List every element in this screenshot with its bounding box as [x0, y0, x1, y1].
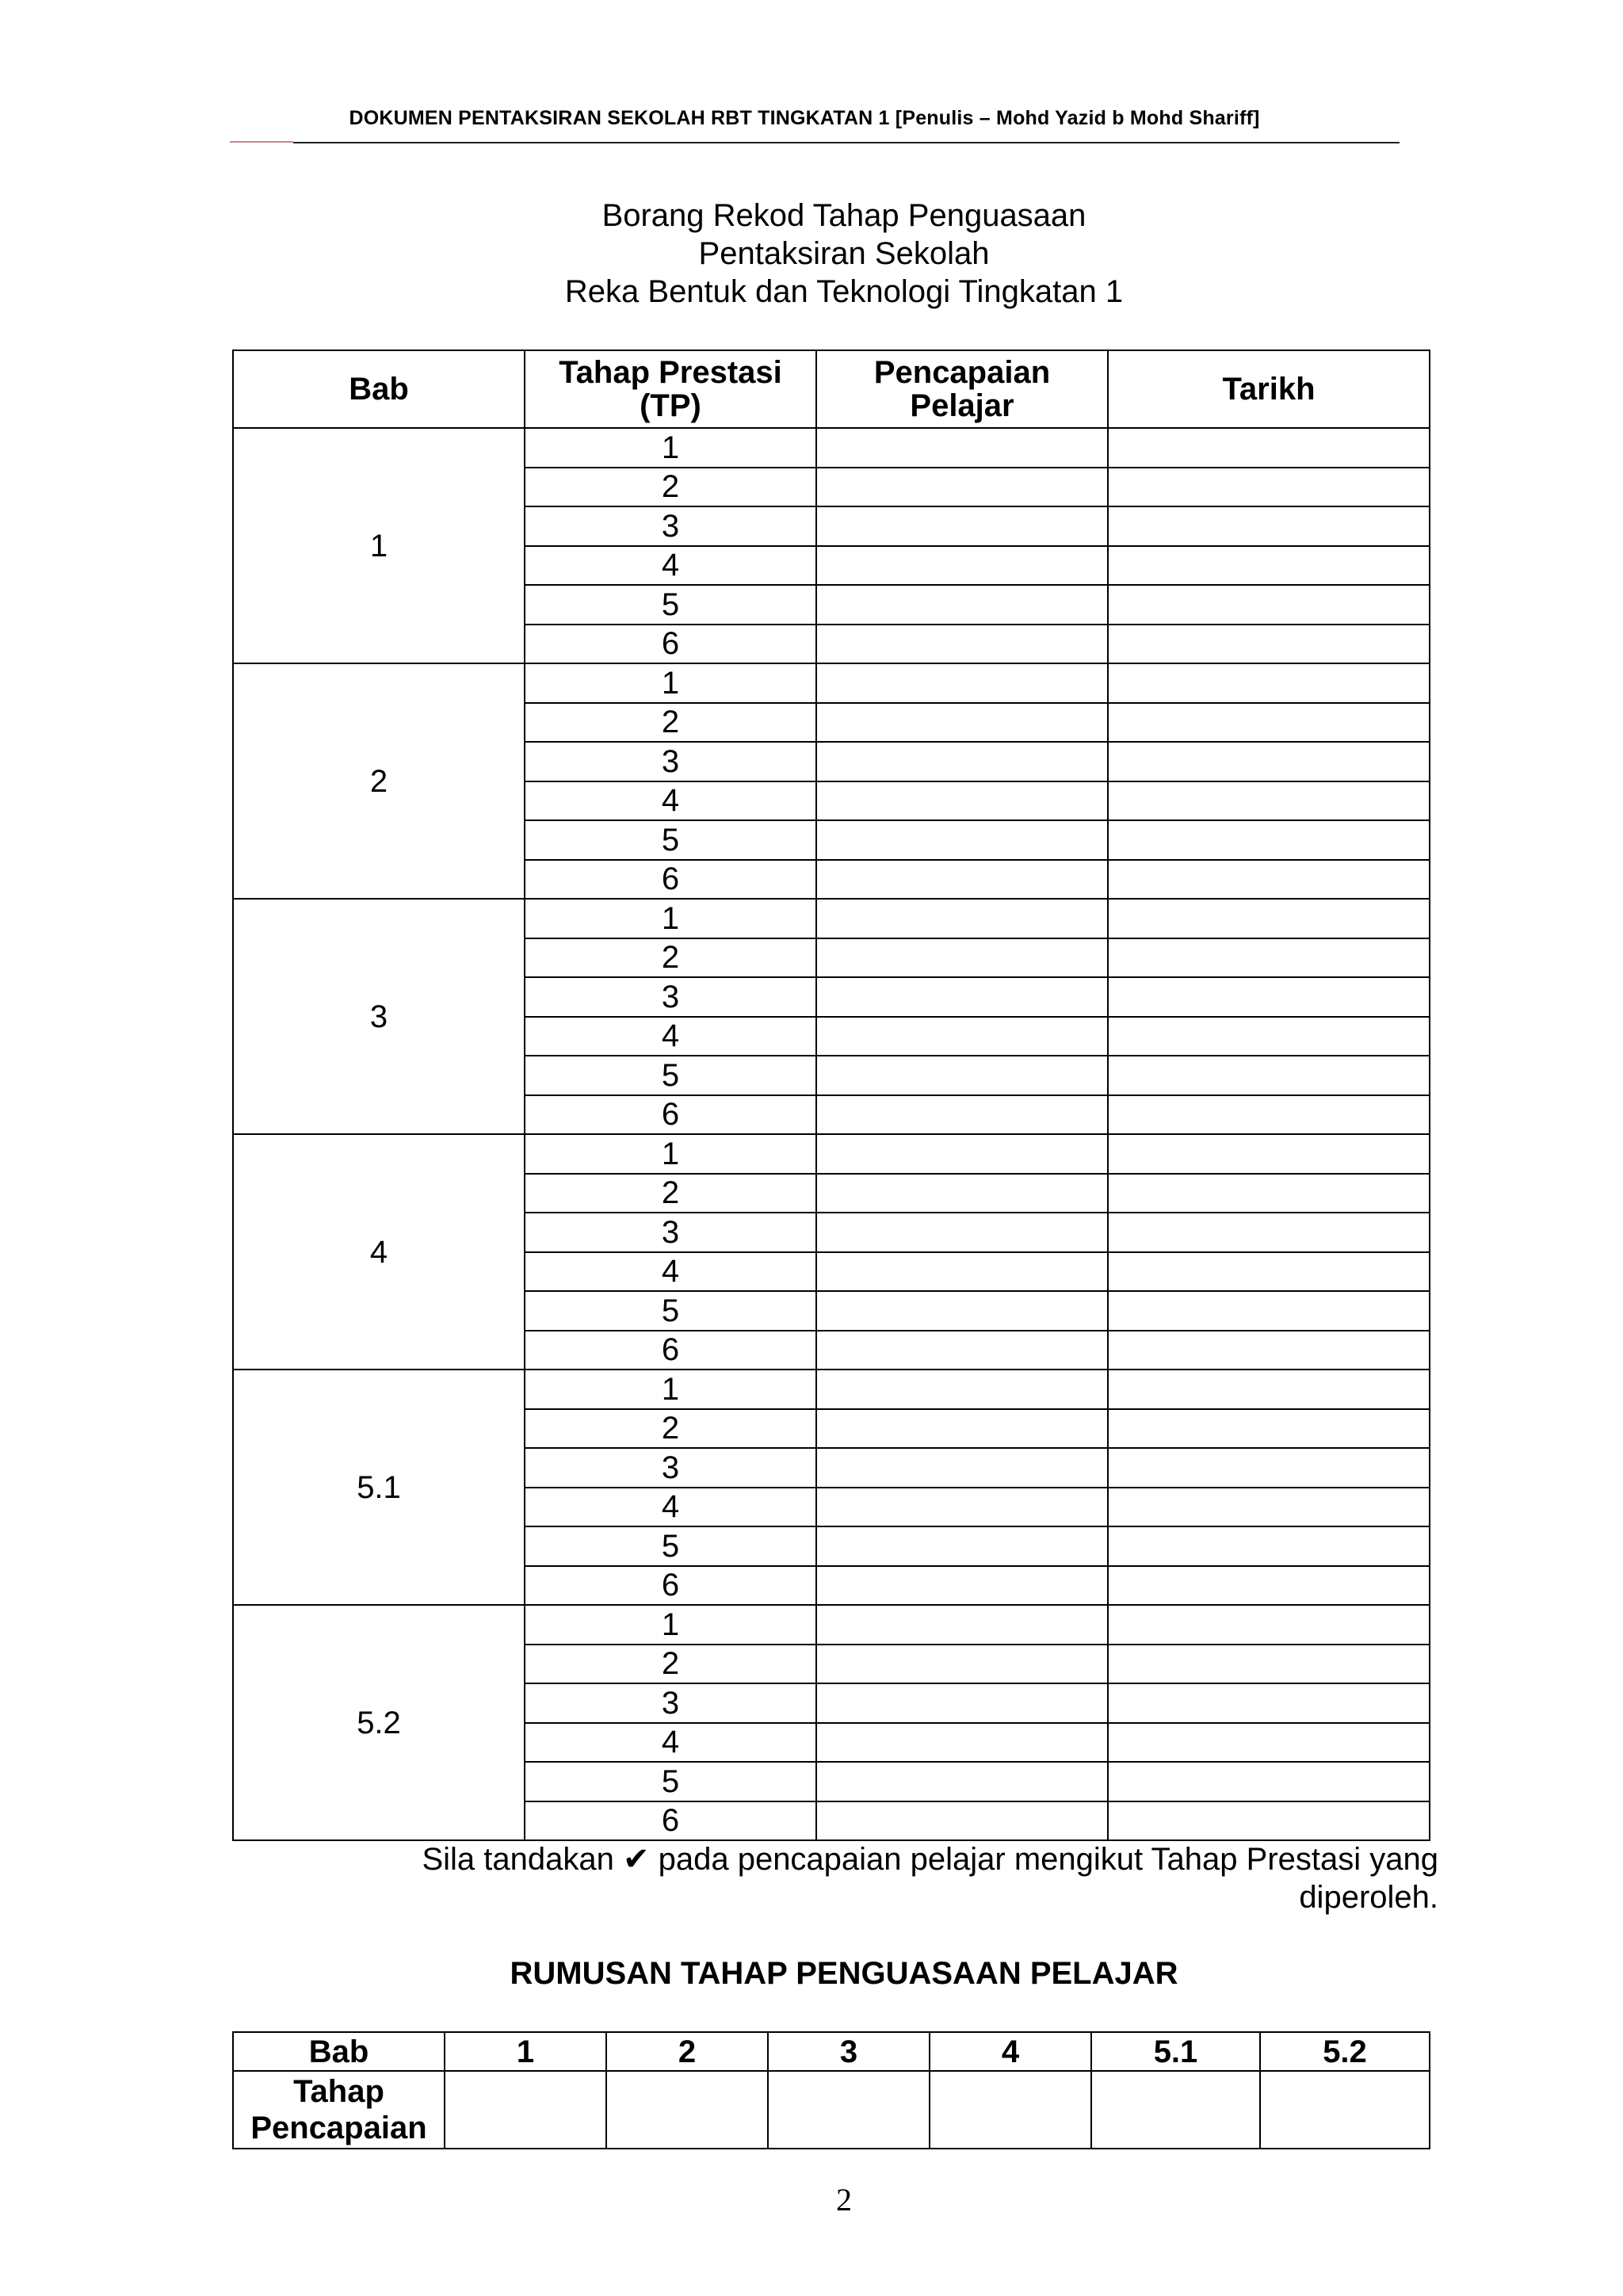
tahap-prestasi-cell: 4 — [525, 1723, 816, 1763]
summary-value-cell[interactable] — [930, 2071, 1091, 2149]
tarikh-cell[interactable] — [1108, 1017, 1430, 1056]
pencapaian-cell[interactable] — [816, 1566, 1108, 1606]
form-title — [230, 197, 1458, 311]
tarikh-cell[interactable] — [1108, 977, 1430, 1017]
record-table — [232, 350, 1430, 1841]
tahap-prestasi-cell: 1 — [525, 899, 816, 938]
pencapaian-cell[interactable] — [816, 1605, 1108, 1645]
summary-label-tahap-pencapaian — [233, 2071, 445, 2149]
tahap-prestasi-cell: 6 — [525, 1331, 816, 1370]
pencapaian-cell[interactable] — [816, 899, 1108, 938]
tarikh-cell[interactable] — [1108, 1095, 1430, 1135]
pencapaian-cell[interactable] — [816, 1488, 1108, 1527]
tahap-prestasi-cell: 5 — [525, 1291, 816, 1331]
tarikh-cell[interactable] — [1108, 1448, 1430, 1488]
tahap-prestasi-cell: 2 — [525, 1174, 816, 1213]
tahap-prestasi-cell: 6 — [525, 1566, 816, 1606]
tahap-prestasi-cell: 2 — [525, 938, 816, 978]
tarikh-cell[interactable] — [1108, 625, 1430, 664]
tahap-prestasi-cell: 6 — [525, 1095, 816, 1135]
tarikh-cell[interactable] — [1108, 1605, 1430, 1645]
tarikh-cell[interactable] — [1108, 1566, 1430, 1606]
pencapaian-cell[interactable] — [816, 625, 1108, 664]
summary-label-line-2: Pencapaian — [250, 2111, 427, 2145]
tahap-prestasi-cell: 6 — [525, 625, 816, 664]
table-row — [233, 428, 1430, 468]
summary-bab-column: 5.1 — [1091, 2032, 1260, 2071]
tahap-prestasi-cell: 3 — [525, 977, 816, 1017]
bab-cell: 5.2 — [233, 1605, 525, 1840]
header-pencapaian-pelajar — [816, 350, 1108, 428]
tahap-prestasi-cell: 5 — [525, 1762, 816, 1801]
summary-value-cell[interactable] — [445, 2071, 606, 2149]
tarikh-cell[interactable] — [1108, 1762, 1430, 1801]
tahap-prestasi-cell: 2 — [525, 1645, 816, 1684]
table-row — [233, 1605, 1430, 1645]
pencapaian-cell[interactable] — [816, 1095, 1108, 1135]
tarikh-cell[interactable] — [1108, 1488, 1430, 1527]
tahap-prestasi-cell: 3 — [525, 1683, 816, 1723]
pencapaian-cell[interactable] — [816, 1017, 1108, 1056]
tahap-prestasi-cell: 3 — [525, 1213, 816, 1252]
tarikh-cell[interactable] — [1108, 1056, 1430, 1095]
summary-table — [232, 2031, 1430, 2149]
pencapaian-cell[interactable] — [816, 1134, 1108, 1174]
pencapaian-cell[interactable] — [816, 977, 1108, 1017]
tahap-prestasi-cell: 5 — [525, 820, 816, 860]
pencapaian-cell[interactable] — [816, 1762, 1108, 1801]
pencapaian-cell[interactable] — [816, 1645, 1108, 1684]
summary-label-line-1: Tahap — [293, 2074, 384, 2109]
header-pencapaian-line-1: Pencapaian — [873, 355, 1051, 390]
pencapaian-cell[interactable] — [816, 1291, 1108, 1331]
tahap-prestasi-cell: 3 — [525, 742, 816, 781]
pencapaian-cell[interactable] — [816, 468, 1108, 507]
table-row — [233, 1134, 1430, 1174]
tahap-prestasi-cell: 1 — [525, 1134, 816, 1174]
summary-bab-column: 4 — [930, 2032, 1091, 2071]
summary-bab-column: 2 — [606, 2032, 768, 2071]
header-rule-accent — [230, 141, 293, 143]
tarikh-cell[interactable] — [1108, 1134, 1430, 1174]
pencapaian-cell[interactable] — [816, 1213, 1108, 1252]
page-number: 2 — [836, 2182, 852, 2218]
tahap-prestasi-cell: 2 — [525, 468, 816, 507]
tarikh-cell[interactable] — [1108, 585, 1430, 625]
tahap-prestasi-cell: 1 — [525, 428, 816, 468]
tahap-prestasi-cell: 1 — [525, 1370, 816, 1409]
record-table-body — [233, 428, 1430, 1840]
tarikh-cell[interactable] — [1108, 742, 1430, 781]
pencapaian-cell[interactable] — [816, 781, 1108, 821]
pencapaian-cell[interactable] — [816, 1526, 1108, 1566]
tarikh-cell[interactable] — [1108, 428, 1430, 468]
tahap-prestasi-cell: 5 — [525, 1056, 816, 1095]
pencapaian-cell[interactable] — [816, 742, 1108, 781]
tarikh-cell[interactable] — [1108, 1252, 1430, 1292]
tahap-prestasi-cell: 3 — [525, 1448, 816, 1488]
summary-bab-column: 3 — [768, 2032, 930, 2071]
tarikh-cell[interactable] — [1108, 703, 1430, 743]
header-pencapaian-line-2: Pelajar — [910, 388, 1014, 423]
pencapaian-cell[interactable] — [816, 820, 1108, 860]
header-bab: Bab — [233, 350, 525, 428]
pencapaian-cell[interactable] — [816, 585, 1108, 625]
instruction-note — [333, 1840, 1438, 1916]
tarikh-cell[interactable] — [1108, 506, 1430, 546]
pencapaian-cell[interactable] — [816, 1723, 1108, 1763]
bab-cell: 3 — [233, 899, 525, 1134]
pencapaian-cell[interactable] — [816, 506, 1108, 546]
pencapaian-cell[interactable] — [816, 1174, 1108, 1213]
tahap-prestasi-cell: 4 — [525, 1488, 816, 1527]
pencapaian-cell[interactable] — [816, 938, 1108, 978]
tarikh-cell[interactable] — [1108, 468, 1430, 507]
tahap-prestasi-cell: 4 — [525, 781, 816, 821]
tarikh-cell[interactable] — [1108, 1213, 1430, 1252]
summary-row-tahap-pencapaian — [233, 2071, 1430, 2149]
tahap-prestasi-cell: 4 — [525, 1017, 816, 1056]
bab-cell: 1 — [233, 428, 525, 663]
header-tahap-prestasi-line-2: (TP) — [640, 388, 701, 423]
tahap-prestasi-cell: 5 — [525, 1526, 816, 1566]
tahap-prestasi-cell: 4 — [525, 1252, 816, 1292]
summary-value-cell[interactable] — [1260, 2071, 1430, 2149]
tarikh-cell[interactable] — [1108, 1331, 1430, 1370]
summary-value-cell[interactable] — [1091, 2071, 1260, 2149]
pencapaian-cell[interactable] — [816, 1056, 1108, 1095]
pencapaian-cell[interactable] — [816, 1409, 1108, 1449]
tahap-prestasi-cell: 1 — [525, 663, 816, 703]
summary-value-cell[interactable] — [768, 2071, 930, 2149]
form-title-line-1: Borang Rekod Tahap Penguasaan — [601, 198, 1086, 233]
tarikh-cell[interactable] — [1108, 1174, 1430, 1213]
bab-cell: 5.1 — [233, 1370, 525, 1605]
bab-cell: 4 — [233, 1134, 525, 1370]
tarikh-cell[interactable] — [1108, 663, 1430, 703]
tarikh-cell[interactable] — [1108, 820, 1430, 860]
table-row — [233, 1370, 1430, 1409]
instruction-line-1: Sila tandakan ✔ pada pencapaian pelajar mengikut Tahap Prestasi yang — [422, 1842, 1438, 1877]
header-tahap-prestasi — [525, 350, 816, 428]
summary-label-bab: Bab — [233, 2032, 445, 2071]
form-title-line-3: Reka Bentuk dan Teknologi Tingkatan 1 — [564, 274, 1124, 309]
tahap-prestasi-cell: 4 — [525, 546, 816, 586]
tarikh-cell[interactable] — [1108, 1723, 1430, 1763]
tarikh-cell[interactable] — [1108, 781, 1430, 821]
table-row — [233, 663, 1430, 703]
pencapaian-cell[interactable] — [816, 1683, 1108, 1723]
pencapaian-cell[interactable] — [816, 663, 1108, 703]
header-tarikh: Tarikh — [1108, 350, 1430, 428]
header-rule — [293, 142, 1400, 143]
tarikh-cell[interactable] — [1108, 899, 1430, 938]
pencapaian-cell[interactable] — [816, 428, 1108, 468]
tarikh-cell[interactable] — [1108, 1645, 1430, 1684]
bab-cell: 2 — [233, 663, 525, 899]
table-row — [233, 899, 1430, 938]
tarikh-cell[interactable] — [1108, 1370, 1430, 1409]
tarikh-cell[interactable] — [1108, 938, 1430, 978]
summary-bab-column: 5.2 — [1260, 2032, 1430, 2071]
tarikh-cell[interactable] — [1108, 1801, 1430, 1841]
tarikh-cell[interactable] — [1108, 1409, 1430, 1449]
summary-value-cell[interactable] — [606, 2071, 768, 2149]
tarikh-cell[interactable] — [1108, 860, 1430, 900]
summary-title: RUMUSAN TAHAP PENGUASAAN PELAJAR — [510, 1956, 1178, 1991]
pencapaian-cell[interactable] — [816, 1252, 1108, 1292]
tahap-prestasi-cell: 6 — [525, 860, 816, 900]
pencapaian-cell[interactable] — [816, 1448, 1108, 1488]
pencapaian-cell[interactable] — [816, 860, 1108, 900]
record-table-header-row — [233, 350, 1430, 428]
instruction-line-2: diperoleh. — [1299, 1880, 1438, 1915]
tahap-prestasi-cell: 2 — [525, 1409, 816, 1449]
pencapaian-cell[interactable] — [816, 546, 1108, 586]
pencapaian-cell[interactable] — [816, 1801, 1108, 1841]
form-title-line-2: Pentaksiran Sekolah — [698, 236, 990, 271]
pencapaian-cell[interactable] — [816, 1331, 1108, 1370]
summary-row-bab — [233, 2032, 1430, 2071]
summary-bab-column: 1 — [445, 2032, 606, 2071]
tahap-prestasi-cell: 3 — [525, 506, 816, 546]
pencapaian-cell[interactable] — [816, 703, 1108, 743]
pencapaian-cell[interactable] — [816, 1370, 1108, 1409]
tarikh-cell[interactable] — [1108, 1526, 1430, 1566]
tahap-prestasi-cell: 5 — [525, 585, 816, 625]
tarikh-cell[interactable] — [1108, 546, 1430, 586]
tarikh-cell[interactable] — [1108, 1291, 1430, 1331]
running-header: DOKUMEN PENTAKSIRAN SEKOLAH RBT TINGKATAN 1 [Penulis – Mohd Yazid b Mohd Shariff] — [349, 107, 1260, 129]
tahap-prestasi-cell: 6 — [525, 1801, 816, 1841]
tahap-prestasi-cell: 2 — [525, 703, 816, 743]
tahap-prestasi-cell: 1 — [525, 1605, 816, 1645]
tarikh-cell[interactable] — [1108, 1683, 1430, 1723]
header-tahap-prestasi-line-1: Tahap Prestasi — [559, 355, 782, 390]
